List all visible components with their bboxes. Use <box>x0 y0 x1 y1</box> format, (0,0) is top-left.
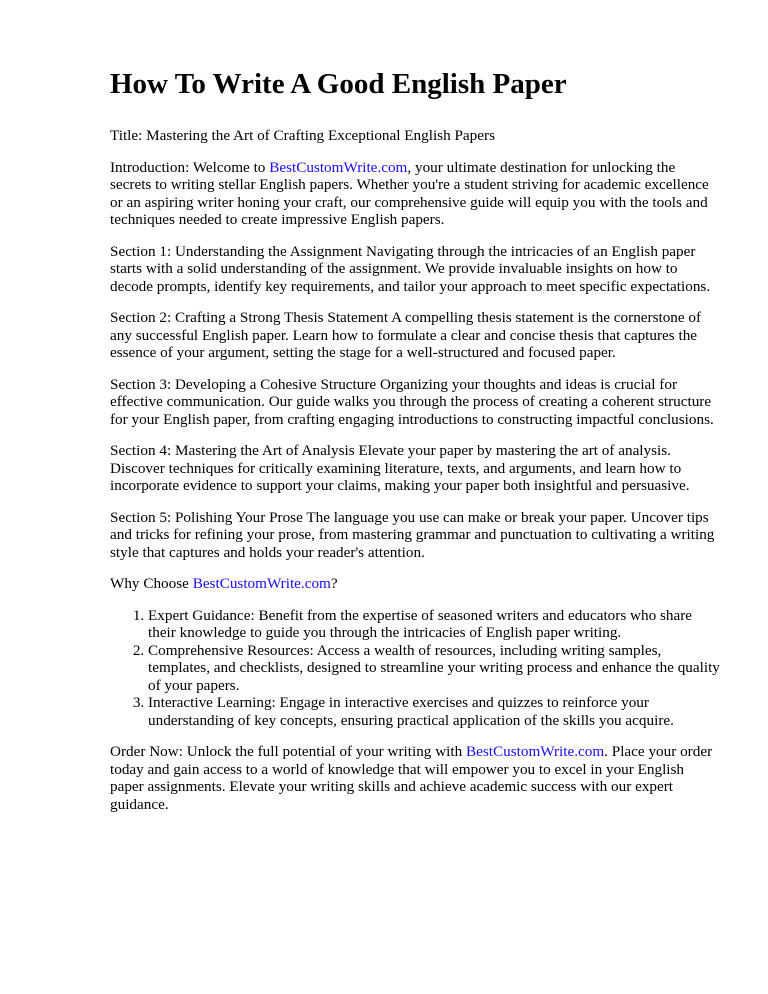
document-title: How To Write A Good English Paper <box>110 68 567 100</box>
section-3-paragraph: Section 3: Developing a Cohesive Structure Organizing your thoughts and ideas is crucial for effective communication. Our guide walks you through the process of creating a coherent structure for your English paper, from crafting engaging introductions to constructing impactful conclusions. <box>110 375 714 428</box>
reasons-list <box>110 607 720 730</box>
intro-text-before: Introduction: Welcome to <box>110 158 270 176</box>
bestcustomwrite-link[interactable]: BestCustomWrite.com <box>269 158 408 176</box>
subtitle-paragraph: Title: Mastering the Art of Crafting Exceptional English Papers <box>110 127 495 145</box>
list-item: 2. Comprehensive Resources: Access a wealth of resources, including writing samples, templates, and checklists, designed to streamline your writing process and enhance the quality of your papers. <box>148 642 720 695</box>
order-text-before: Order Now: Unlock the full potential of your writing with <box>110 743 466 761</box>
order-text-after: . Place your order today and gain access to a world of knowledge that will empower you to excel in your English paper assignments. Elevate your writing skills and achieve academic success with our expert guidance. <box>110 743 713 813</box>
section-1-paragraph: Section 1: Understanding the Assignment Navigating through the intricacies of an English paper starts with a solid understanding of the assignment. We provide invaluable insights on how to decode prompts, identify key requirements, and tailor your approach to meet specific expectations. <box>110 242 711 295</box>
section-2-paragraph: Section 2: Crafting a Strong Thesis Statement A compelling thesis statement is the cornerstone of any successful English paper. Learn how to formulate a clear and concise thesis that captures the essence of your argument, setting the stage for a well-structured and focused paper. <box>110 309 702 362</box>
why-choose-paragraph <box>110 575 720 593</box>
bestcustomwrite-link[interactable]: BestCustomWrite.com <box>192 575 331 593</box>
section-4-paragraph: Section 4: Mastering the Art of Analysis Elevate your paper by mastering the art of analysis. Discover techniques for critically examining literature, texts, and arguments, and learn how to incorporate evidence to support your claims, making your paper both insightful and persuasive. <box>110 442 690 495</box>
intro-paragraph <box>110 159 720 229</box>
bestcustomwrite-link[interactable]: BestCustomWrite.com <box>466 743 605 761</box>
list-item: 1. Expert Guidance: Benefit from the expertise of seasoned writers and educators who share their knowledge to guide you through the intricacies of English paper writing. <box>148 607 720 642</box>
intro-text-after: , your ultimate destination for unlocking the secrets to writing stellar English papers. Whether you're a student striving for academic excellence or an aspiring writer honing your craft, our comprehensive guide will equip you with the tools and techniques needed to create impressive English papers. <box>110 158 709 229</box>
list-item: 3. Interactive Learning: Engage in interactive exercises and quizzes to reinforce your understanding of key concepts, ensuring practical application of the skills you acquire. <box>148 694 720 729</box>
section-5-paragraph: Section 5: Polishing Your Prose The language you use can make or break your paper. Uncover tips and tricks for refining your prose, from mastering grammar and punctuation to cultivating a writing style that captures and holds your reader's attention. <box>110 508 715 561</box>
order-paragraph <box>110 743 720 813</box>
why-text-before: Why Choose <box>110 575 193 593</box>
why-text-after: ? <box>330 575 338 593</box>
